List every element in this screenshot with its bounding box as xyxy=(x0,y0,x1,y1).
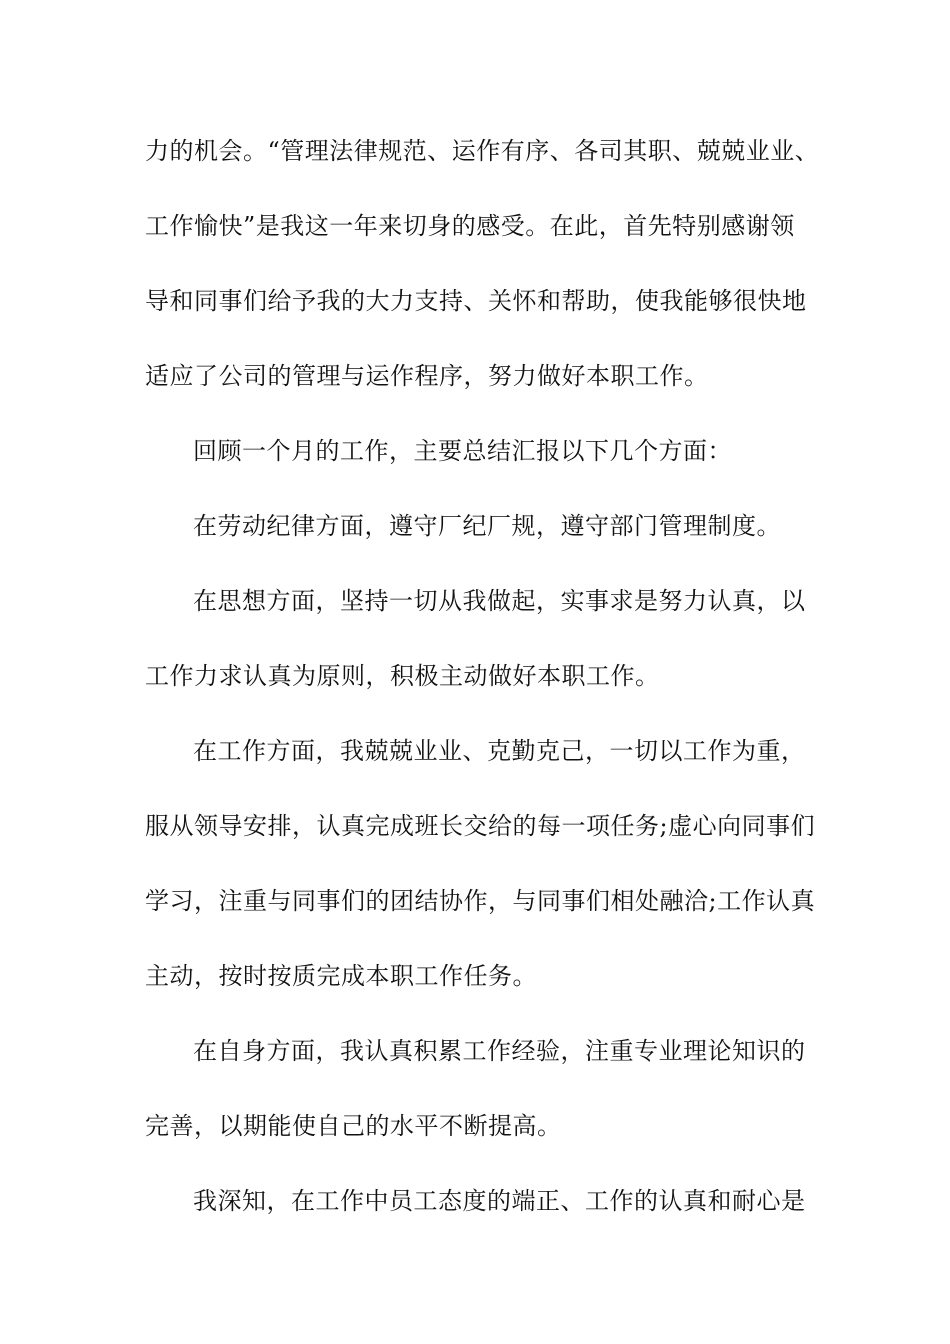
text-line: 适应了公司的管理与运作程序，努力做好本职工作。 xyxy=(145,362,709,390)
text-line: 工作愉快”是我这一年来切身的感受。在此，首先特别感谢领 xyxy=(145,212,795,240)
text-line: 完善，以期能使自己的水平不断提高。 xyxy=(145,1112,562,1140)
paragraph-start-line: 回顾一个月的工作，主要总结汇报以下几个方面： xyxy=(193,437,732,465)
text-line: 工作力求认真为原则，积极主动做好本职工作。 xyxy=(145,662,660,690)
text-line: 服从领导安排，认真完成班长交给的每一项任务;虚心向同事们 xyxy=(145,812,816,840)
text-line: 导和同事们给予我的大力支持、关怀和帮助，使我能够很快地 xyxy=(145,287,807,315)
paragraph-start-line: 在自身方面，我认真积累工作经验，注重专业理论知识的 xyxy=(193,1037,806,1065)
paragraph-start-line: 在工作方面，我兢兢业业、克勤克己，一切以工作为重， xyxy=(193,737,806,765)
paragraph-start-line: 在劳动纪律方面，遵守厂纪厂规，遵守部门管理制度。 xyxy=(193,512,781,540)
paragraph-start-line: 在思想方面，坚持一切从我做起，实事求是努力认真，以 xyxy=(193,587,806,615)
text-line: 主动，按时按质完成本职工作任务。 xyxy=(145,962,537,990)
text-line: 学习，注重与同事们的团结协作，与同事们相处融洽;工作认真 xyxy=(145,887,816,915)
paragraph-start-line: 我深知，在工作中员工态度的端正、工作的认真和耐心是 xyxy=(193,1187,806,1215)
text-line: 力的机会。“管理法律规范、运作有序、各司其职、兢兢业业、 xyxy=(145,137,820,165)
